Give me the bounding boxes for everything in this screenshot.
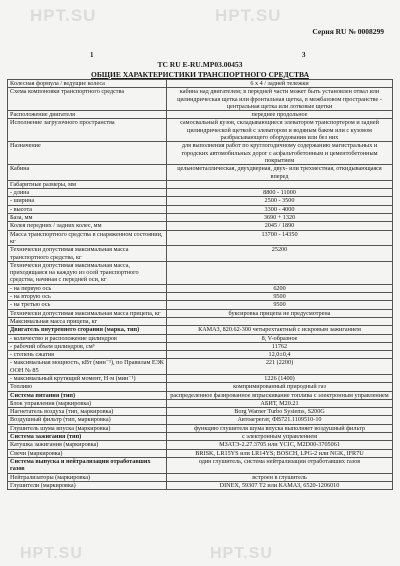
- spec-value: [167, 317, 393, 325]
- spec-row: [8, 142, 393, 165]
- spec-label: Габаритные размеры, мм: [8, 180, 167, 188]
- spec-row: [8, 214, 393, 222]
- spec-value: 221 (2200): [167, 359, 393, 375]
- spec-value: кабина над двигателем; в передней части может быть установлен отвал или цилиндрическая щетка или фронтальная щетка, в межбазовом пространстве - центральная щетка или лотковые щетки: [167, 88, 393, 111]
- spec-row: [8, 449, 393, 457]
- spec-value: DINEX, 59307 Т2 или КАМАЗ, 6520-1206010: [167, 481, 393, 489]
- spec-label: Двигатель внутреннего сгорания (марка, тип): [8, 326, 167, 334]
- spec-label: Назначение: [8, 142, 167, 165]
- spec-label: База, мм: [8, 214, 167, 222]
- spec-value: 1226 (1400): [167, 374, 393, 382]
- spec-value: распределенное фазированное впрыскивание топлива с электронным управлением: [167, 391, 393, 399]
- spec-row: [8, 246, 393, 262]
- spec-row: [8, 416, 393, 424]
- spec-label: Технически допустимая максимальная масса прицепа, кг: [8, 309, 167, 317]
- spec-row: [8, 317, 393, 325]
- spec-value: 6200: [167, 284, 393, 292]
- spec-value: Автоагрегат, ФВ721.1109510-10: [167, 416, 393, 424]
- document-title: ОБЩИЕ ХАРАКТЕРИСТИКИ ТРАНСПОРТНОГО СРЕДСТВА: [91, 70, 309, 79]
- spec-row: [8, 261, 393, 284]
- spec-label: Расположение двигателя: [8, 111, 167, 119]
- spec-row: [8, 342, 393, 350]
- spec-row: [8, 441, 393, 449]
- spec-row: [8, 230, 393, 246]
- spec-row: [8, 473, 393, 481]
- spec-value: 6 x 4 / задней тележки: [167, 80, 393, 88]
- spec-row: [8, 293, 393, 301]
- spec-value: 9500: [167, 301, 393, 309]
- spec-value: переднее продольное: [167, 111, 393, 119]
- spec-value: 3300 - 4000: [167, 205, 393, 213]
- spec-label: - максимальный крутящий момент, Н·м (мин⁻¹): [8, 374, 167, 382]
- spec-label: - рабочий объем цилиндров, см³: [8, 342, 167, 350]
- spec-value: 2500 - 3500: [167, 197, 393, 205]
- spec-row: [8, 383, 393, 391]
- spec-label: Технически допустимая максимальная масса, приходящаяся на каждую из осей транспортного средства, начиная с передней оси, кг: [8, 261, 167, 284]
- spec-value: компримированный природный газ: [167, 383, 393, 391]
- spec-label: Схема компоновки транспортного средства: [8, 88, 167, 111]
- page-number-left: 1: [90, 51, 94, 59]
- spec-row: [8, 457, 393, 473]
- spec-label: - количество и расположение цилиндров: [8, 334, 167, 342]
- spec-label: Катушка зажигания (маркировка): [8, 441, 167, 449]
- spec-value: BRISK, LR15YS или LR14YS; BOSCH, LPG-2 или NGK, IFR7U: [167, 449, 393, 457]
- spec-label: Блок управления (маркировка): [8, 399, 167, 407]
- spec-value: Borg Warner Turbo Systems, S200G: [167, 408, 393, 416]
- spec-value: 8, V-образное: [167, 334, 393, 342]
- spec-row: [8, 481, 393, 489]
- spec-label: Система зажигания (тип): [8, 433, 167, 441]
- spec-row: [8, 301, 393, 309]
- spec-label: Нагнетатель воздуха (тип, маркировка): [8, 408, 167, 416]
- watermark-bottom-left: HPT.SU: [20, 545, 83, 562]
- spec-value: функцию глушителя шума впуска выполняет воздушный фильтр: [167, 424, 393, 432]
- spec-value: самосвальный кузов, складывающиеся элеватором транспортером и задней цилиндрической щеткой с элеватором и водяным баком или с кузовом разбрасывающего оборудования или без них: [167, 119, 393, 142]
- spec-row: [8, 359, 393, 375]
- spec-value: цельнометаллическая, двухдверная, двух- или трехместная, откидывающаяся вперед: [167, 165, 393, 181]
- spec-value: для выполнения работ по круглогодичному содержанию магистральных и городских автомобильных дорог с асфальтобетонным и цементобетонным покрытием: [167, 142, 393, 165]
- spec-label: Глушитель шума впуска (маркировка): [8, 424, 167, 432]
- certificate-serial: Серия RU № 0008299: [312, 27, 384, 36]
- spec-label: - на вторую ось: [8, 293, 167, 301]
- spec-value: с электронным управлением: [167, 433, 393, 441]
- spec-label: Система выпуска и нейтрализации отработавших газов: [8, 457, 167, 473]
- spec-value: один глушитель, система нейтрализации отработавших газов: [167, 457, 393, 473]
- spec-label: Воздушный фильтр (тип, маркировка): [8, 416, 167, 424]
- spec-value: 9500: [167, 293, 393, 301]
- spec-row: [8, 309, 393, 317]
- spec-value: [167, 261, 393, 284]
- document-code: ТС RU E-RU.МР03.00453: [157, 60, 243, 69]
- spec-row: [8, 222, 393, 230]
- spec-value: 12,0±0,4: [167, 351, 393, 359]
- spec-label: - на первую ось: [8, 284, 167, 292]
- spec-row: [8, 205, 393, 213]
- spec-label: Технически допустимая максимальная масса транспортного средства, кг: [8, 246, 167, 262]
- spec-label: Максимальная масса прицепа, кг: [8, 317, 167, 325]
- spec-value: [167, 180, 393, 188]
- spec-label: Система питания (тип): [8, 391, 167, 399]
- spec-row: [8, 111, 393, 119]
- spec-label: - ширина: [8, 197, 167, 205]
- spec-row: [8, 433, 393, 441]
- spec-value: встроен в глушитель: [167, 473, 393, 481]
- spec-label: Топливо: [8, 383, 167, 391]
- spec-value: АБИТ, М20.21: [167, 399, 393, 407]
- spec-label: Кабина: [8, 165, 167, 181]
- spec-label: Глушители (маркировка): [8, 481, 167, 489]
- spec-label: - длина: [8, 189, 167, 197]
- page-number-right: 3: [302, 51, 306, 59]
- spec-label: Масса транспортного средства в снаряженном состоянии, кг: [8, 230, 167, 246]
- spec-row: [8, 391, 393, 399]
- spec-label: Нейтрализаторы (маркировка): [8, 473, 167, 481]
- spec-row: [8, 326, 393, 334]
- spec-row: [8, 197, 393, 205]
- watermark-top-left: HPT.SU: [30, 6, 97, 25]
- spec-row: [8, 334, 393, 342]
- spec-row: [8, 119, 393, 142]
- spec-value: 2045 / 1890: [167, 222, 393, 230]
- spec-value: КАМАЗ, 820.62-300 четырехтактный с искровым зажиганием: [167, 326, 393, 334]
- spec-value: 25200: [167, 246, 393, 262]
- spec-row: [8, 408, 393, 416]
- spec-row: [8, 189, 393, 197]
- spec-row: [8, 424, 393, 432]
- spec-value: МЗАТЭ-2.27.3705 или YCIC, М2D00-3705061: [167, 441, 393, 449]
- spec-row: [8, 284, 393, 292]
- spec-value: 8800 - 11000: [167, 189, 393, 197]
- watermark-top-right: HPT.SU: [215, 6, 282, 25]
- spec-row: [8, 88, 393, 111]
- spec-label: - на третью ось: [8, 301, 167, 309]
- spec-label: Колесная формула / ведущие колеса: [8, 80, 167, 88]
- spec-value: буксировка прицепа не предусмотрена: [167, 309, 393, 317]
- spec-row: [8, 80, 393, 88]
- spec-row: [8, 351, 393, 359]
- spec-label: Исполнение загрузочного пространства: [8, 119, 167, 142]
- spec-label: - высота: [8, 205, 167, 213]
- spec-label: Свечи (маркировка): [8, 449, 167, 457]
- spec-value: 3690 + 1320: [167, 214, 393, 222]
- spec-row: [8, 374, 393, 382]
- spec-label: - степень сжатия: [8, 351, 167, 359]
- watermark-bottom-right: HPT.SU: [210, 545, 273, 562]
- spec-row: [8, 165, 393, 181]
- spec-row: [8, 399, 393, 407]
- spec-label: - максимальная мощность, кВт (мин⁻¹), по Правилам ЕЭК ООН № 85: [8, 359, 167, 375]
- spec-value: 13700 - 14350: [167, 230, 393, 246]
- spec-value: 11762: [167, 342, 393, 350]
- spec-label: Колея передних / задних колес, мм: [8, 222, 167, 230]
- spec-table: [7, 79, 393, 490]
- spec-row: [8, 180, 393, 188]
